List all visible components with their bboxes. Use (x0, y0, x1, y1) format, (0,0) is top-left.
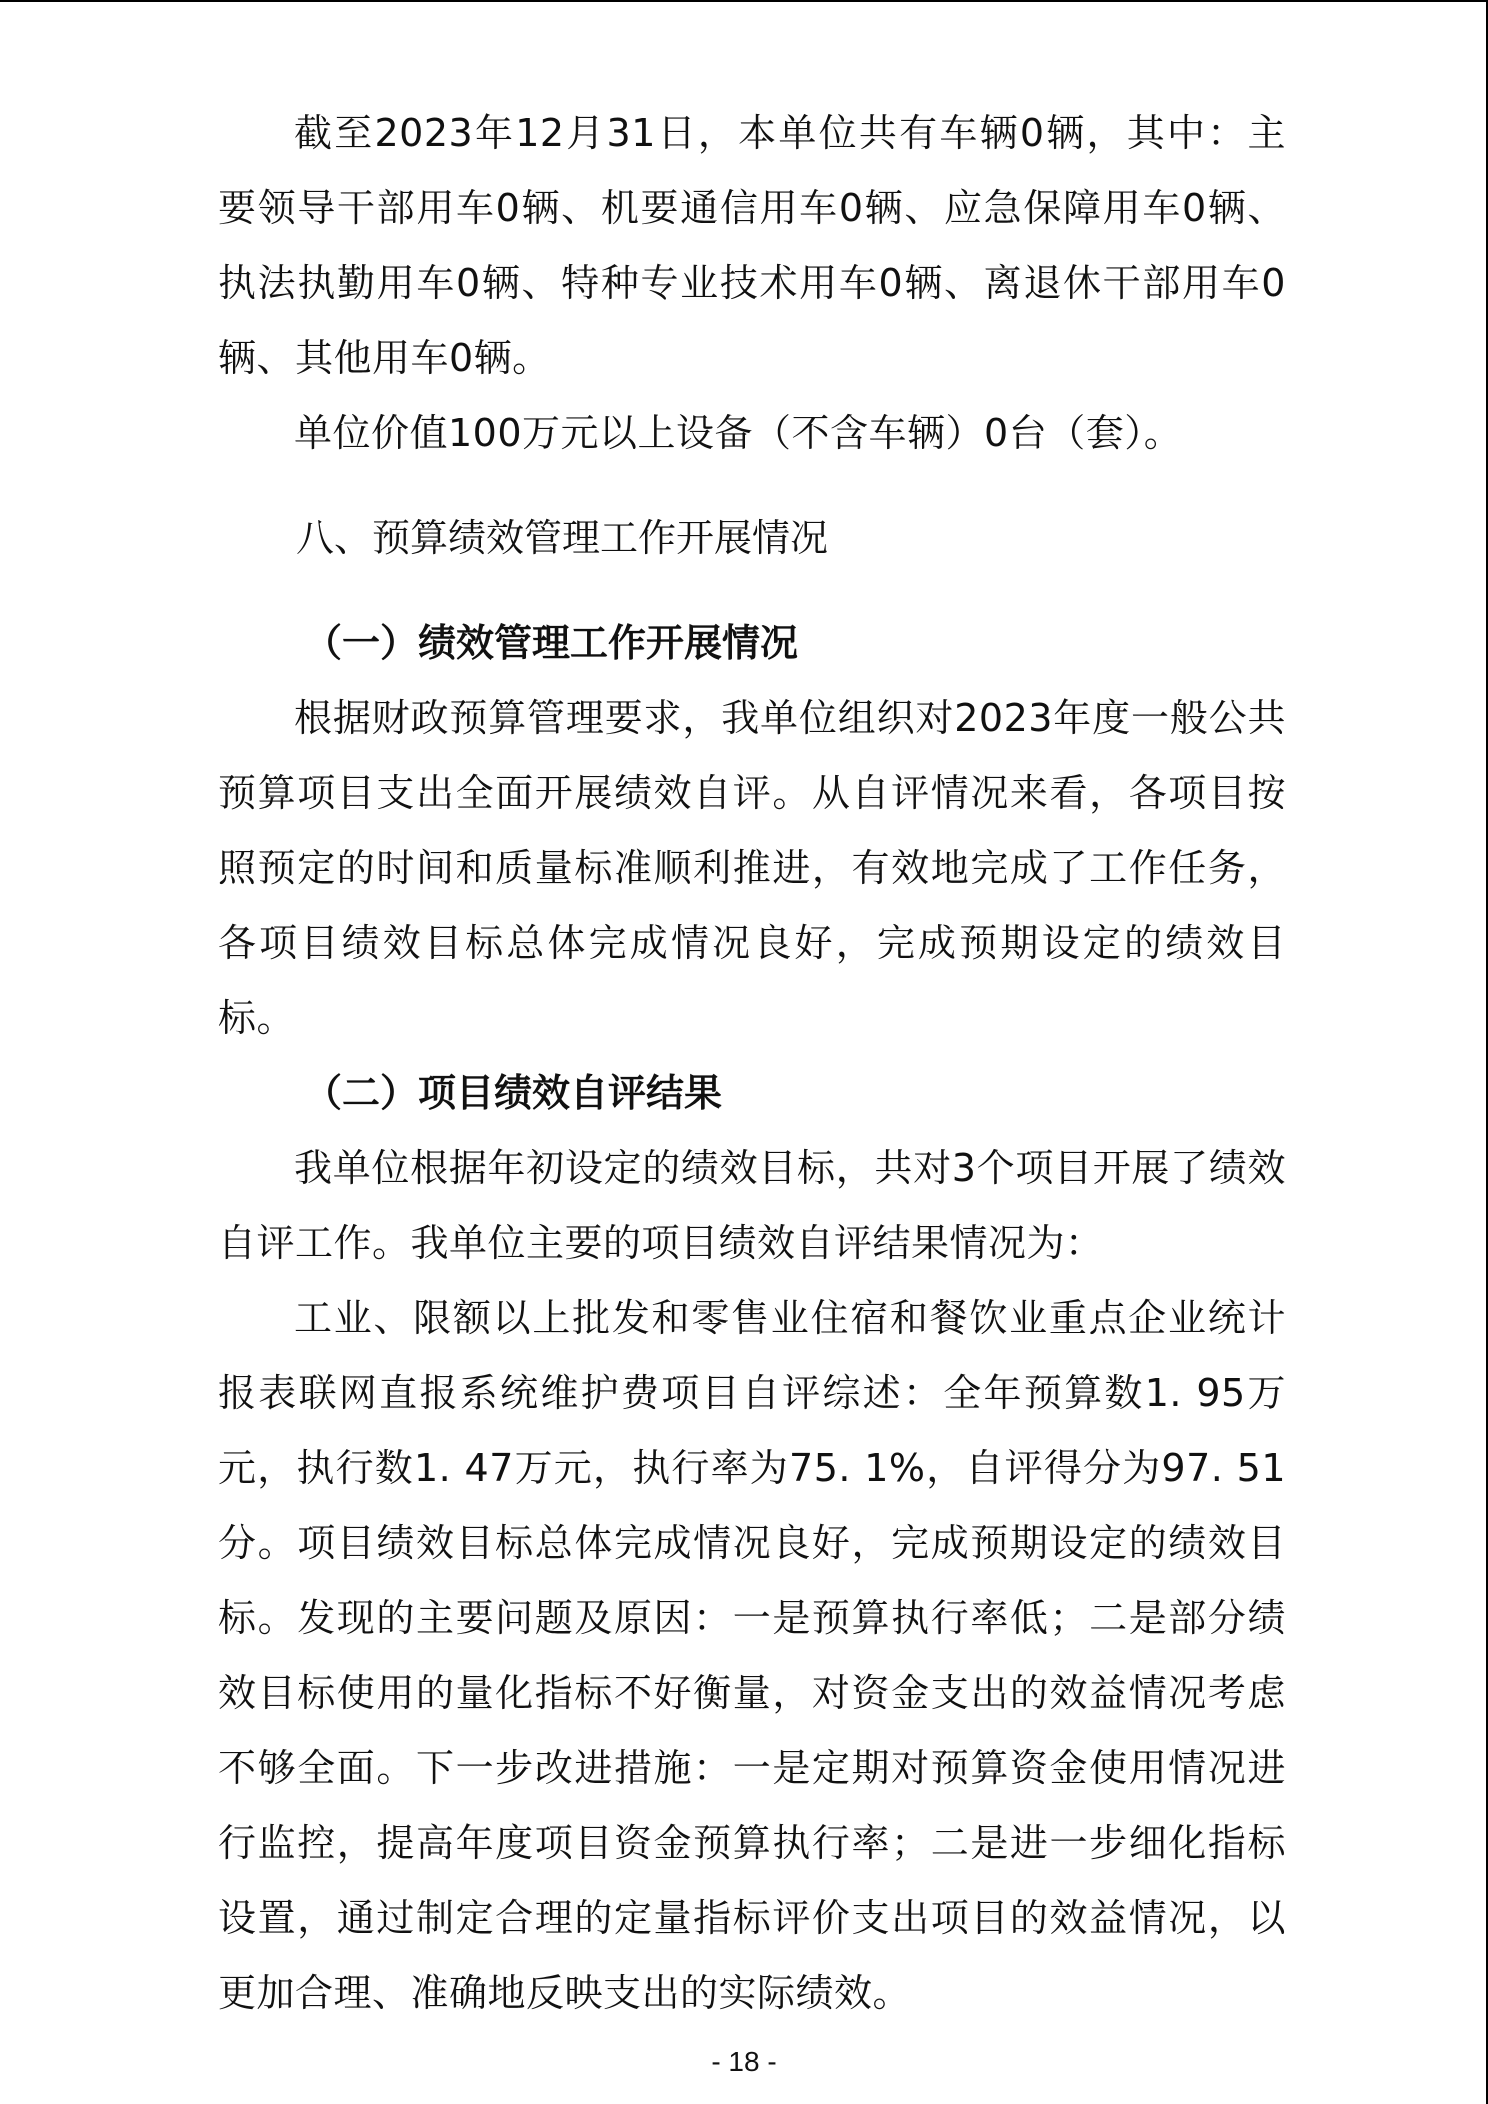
section-heading: 八、预算绩效管理工作开展情况 (296, 516, 829, 560)
document-body (218, 96, 1286, 2031)
vehicle-paragraph: 截至2023年12月31日，本单位共有车辆0辆，其中：主要领导干部用车0辆、机要通信用车0辆、应急保障用车0辆、执法执勤用车0辆、特种专业技术用车0辆、离退休干部用车0辆、其他用车0辆。 (218, 111, 1286, 380)
page-number: - 18 - (711, 2046, 777, 2077)
subsection-2-body-1: 我单位根据年初设定的绩效目标，共对3个项目开展了绩效自评工作。我单位主要的项目绩效自评结果情况为： (218, 1146, 1286, 1265)
subsection-heading-2: （二）项目绩效自评结果 (304, 1071, 723, 1115)
equipment-paragraph: 单位价值100万元以上设备（不含车辆）0台（套）。 (294, 411, 1183, 455)
subsection-heading-1: （一）绩效管理工作开展情况 (304, 621, 799, 665)
subsection-1-body: 根据财政预算管理要求，我单位组织对2023年度一般公共预算项目支出全面开展绩效自评。从自评情况来看，各项目按照预定的时间和质量标准顺利推进，有效地完成了工作任务，各项目绩效目标总体完成情况良好，完成预期设定的绩效目标。 (218, 696, 1286, 1040)
subsection-2-body-2: 工业、限额以上批发和零售业住宿和餐饮业重点企业统计报表联网直报系统维护费项目自评综述：全年预算数1. 95万元，执行数1. 47万元，执行率为75. 1%，自评得分为97. 51分。项目绩效目标总体完成情况良好，完成预期设定的绩效目标。发现的主要问题及原因：一是预算执行率低；二是部分绩效目标使用的量化指标不好衡量，对资金支出的效益情况考虑不够全面。下一步改进措施：一是定期对预算资金使用情况进行监控，提高年度项目资金预算执行率；二是进一步细化指标设置，通过制定合理的定量指标评价支出项目的效益情况，以更加合理、准确地反映支出的实际绩效。 (218, 1296, 1286, 2015)
page-border-top (0, 0, 1488, 2)
